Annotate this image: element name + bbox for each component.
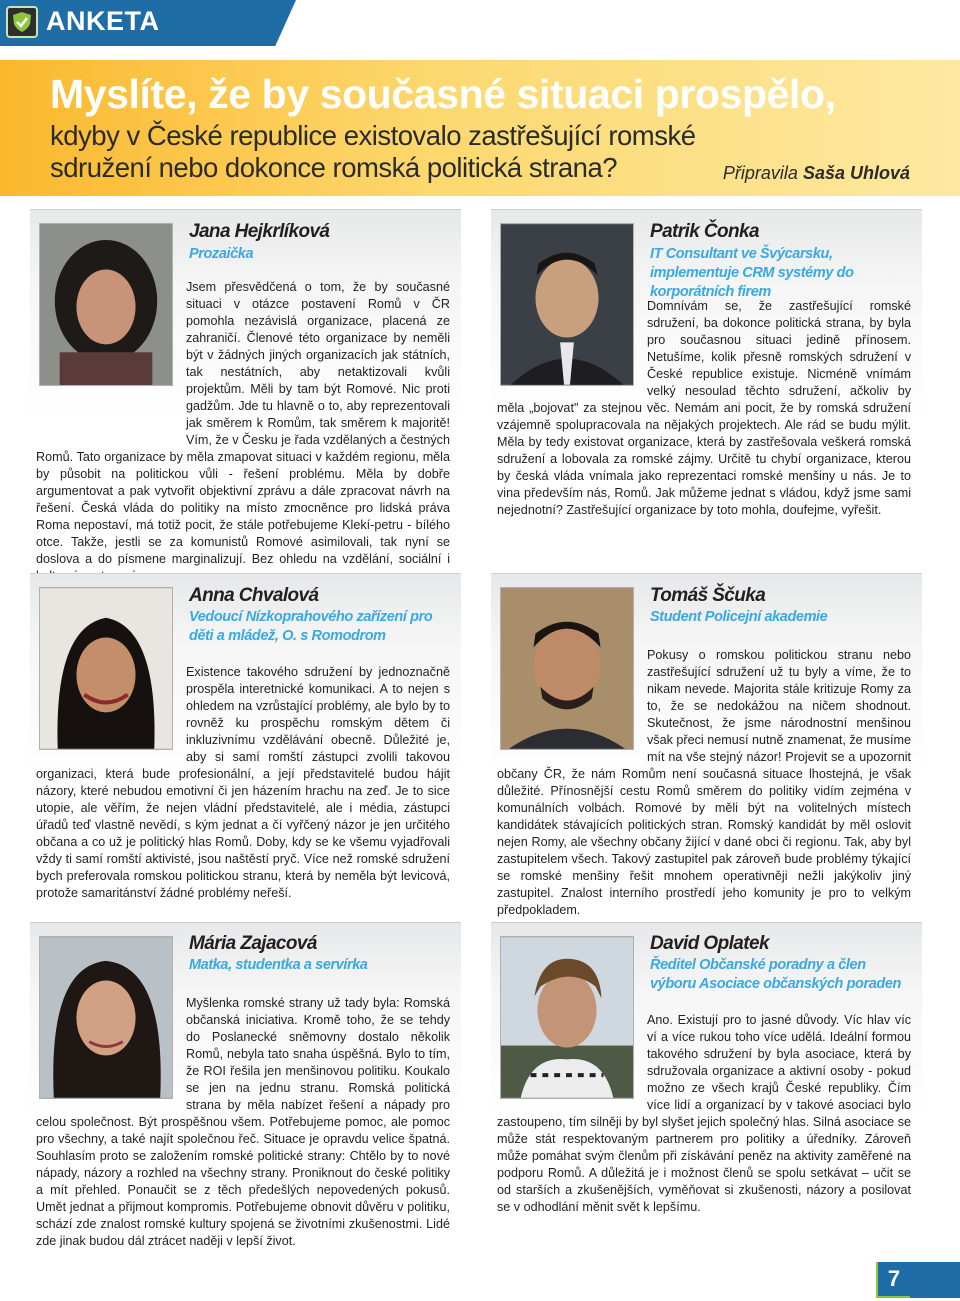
respondent-answer bbox=[36, 664, 450, 902]
headline-title: Myslíte, že by současné situaci prospělo, bbox=[50, 71, 836, 117]
respondent-name: David Oplatek bbox=[650, 933, 769, 954]
respondent-name: Patrik Čonka bbox=[650, 221, 759, 242]
answer-text: Ano. Existují pro to jasné důvody. Víc hlav víc ví a více rukou toho více udělá. Ideální formou takového sdružení by byla asociace, která by sdružovala organizace a aktivní osoby - pokud možno ze všech krajů České republiky. Čím více lidí a organizací by v takové asociaci bylo zastoupeno, tím silněji by byl slyšet jejich společný hlas. Silná asociace se může stát respektovaným partnerem pro politiky a úředníky. Zároveň může pomáhat svým členům při získávání peněz na aktivity zaměřené na podporu Romů. A důležitá je i možnost členů se spolu setkávat – učit se od starších a zkušenějších, vyměňovat si zkušenosti, názory a posilovat se v odhodlání měnit svět k lepšímu. bbox=[497, 1013, 911, 1214]
answer-text: Domnívám se, že zastřešující romské sdružení, ba dokonce politická strana, by byla pro současnou situaci jedině přínosem. Netušíme, kolik přesně romských sdružení v České republice existuje. Nicméně vnímám velký nesoulad těchto sdružení, ačkoliv by měla „bojovat" za stejnou věc. Nemám ani pocit, že by romská sdružení vzájemně spolupracovala na nějakých projektech. Ale rád se budu mýlit. Měla by tedy existovat organizace, která by zastřešovala veškerá romská sdružení a lobovala za romské zájmy. Určitě tu chybí organizace, kterou by česká vláda vnímala jako reprezentaci romské menšiny u nás. Je to vina především nás, Romů. Jak můžeme jednat s vládou, když jsme sami nejednotní? Zastřešující organizace by toto mohla, doufejme, vyřešit. bbox=[497, 299, 911, 517]
respondent-answer bbox=[36, 279, 450, 585]
headline-subtitle: kdyby v České republice existovalo zastřešující romské sdružení nebo dokonce romská politická strana? bbox=[50, 120, 696, 183]
credit-prefix: Připravila bbox=[722, 163, 798, 183]
respondent-answer bbox=[497, 1012, 911, 1216]
respondent-role: Matka, studentka a servírka bbox=[189, 957, 368, 973]
respondent-role: IT Consultant ve Švýcarsku, implementuje CRM systémy do korporátních firem bbox=[650, 246, 854, 300]
shield-check-icon bbox=[6, 6, 38, 38]
page-number: 7 bbox=[876, 1262, 910, 1298]
credit-name: Saša Uhlová bbox=[802, 163, 910, 183]
respondent-answer bbox=[497, 298, 911, 519]
respondent-role: Student Policejní akademie bbox=[650, 609, 828, 625]
respondent-name: Anna Chvalová bbox=[189, 585, 319, 606]
respondent-role: Vedoucí Nízkoprahového zařízení pro děti a mládež, O. s Romodrom bbox=[189, 609, 433, 644]
respondent-name: Tomáš Ščuka bbox=[650, 585, 766, 606]
section-label: ANKETA bbox=[46, 6, 160, 36]
author-credit bbox=[723, 163, 910, 184]
answer-text: Existence takového sdružení by jednoznačně prospěla interetnické komunikaci. A to nejen s ohledem na vzrůstající problémy, ale bylo by to rovněž ku prospěchu romským dětem či inkluzivnímu vzdělávání obecně. Důležité je, aby si samí romští zástupci zvolili takovou organizaci, která bude profesionální, a její představitelé budou hájit názory, které nebudou emotivní či jen házením hrachu na zeď. Je to sice utopie, ale věřím, že nejen vládní představitelé, ale i média, zástupci úřadů teď vlastně nevědí, s kým jednat a čí vyřčený názor je jen určitého občana a co už je politický hlas Romů. Doby, kdy se ke všemu vyjadřovali vždy ti samí romští aktivisté, jsou naštěstí pryč. Více než romské sdružení bych preferovala romskou politickou stranu, která by neměla být levicová, protože samaritánství žádné problémy neřeší. bbox=[36, 665, 450, 900]
respondent-name: Mária Zajacová bbox=[189, 933, 317, 954]
respondent-role: Ředitel Občanské poradny a člen výboru Asociace občanských poraden bbox=[650, 957, 901, 992]
respondent-answer bbox=[497, 647, 911, 919]
answer-text: Myšlenka romské strany už tady byla: Romská občanská iniciativa. Kromě toho, že se tehdy do Poslanecké sněmovny dostalo několik Romů, nebyla tato snaha úspěšná. Bylo to tím, že ROI řešila jen menšinovou politiku. Koukalo se jen na jednu stranu. Romská politická strana by měla nabízet řešení a nápady pro celou společnost. Být prospěšnou všem. Potřebujeme pomoc, ale pomoc pro všechny, a také najít společnou řeč. Situace je opravdu velice špatná. Souhlasím proto se založením romské politické strany: Chtělo by to nové nápady, názory a rozhled na všechny strany. Proniknout do české politiky a mít přehled. Ponaučit se z těch předešlých nepovedených pokusů. Umět jednat a přijmout kompromis. Potřebujeme obnovit důvěru v politiku, schází zde znalost romské kultury spojená se životními zkušenostmi. Lidé zde jinak budou dál ztrácet naději v lepší život. bbox=[36, 996, 450, 1248]
answer-text: Pokusy o romskou politickou stranu nebo zastřešující sdružení už tu byly a víme, že to nikam nevede. Majorita stále kritizuje Romy za to, že se nedokážou na ničem shodnout. Skutečnost, že jsme národnostní menšinou však přeci nemusí nutně znamenat, že musíme mít na vše stejný názor! Projevit se a upozornit občany ČR, že nám Romům není současná situace lhostejná, je však důležité. Přínosnější cestu Romů směrem do politiky vidím zejména v komunálních volbách. Romové by měli být na volitelných místech kandidátek stávajících politických stran. Romský kandidát by měl oslovit nejen Romy, ale všechny občany žijící v dané obci či regionu. Tak, aby byl zastupitelem všech. Takový zastupitel pak zároveň bude problémy týkající se romské menšiny řešit mnohem operativněji nežli jakýkoliv jiný zastupitel. Znalost interního prostředí jeho komunity je pro to velkým předpokladem. bbox=[497, 648, 911, 917]
respondent-role: Prozaička bbox=[189, 246, 254, 262]
answer-text: Jsem přesvědčená o tom, že by současné situaci v otázce postavení Romů v ČR pomohla nezávislá organizace, placená ze zahraničí. Členové této organizace by neměli být v žádných jiných organizacích jak státních, tak nestátních, aby netaktizovali kvůli projektům. Měli by tam být Romové. Nic proti gadžům. Jde tu hlavně o to, aby reprezentovali jak směrem k Romům, tak směrem k majoritě! Vím, že v Česku je řada vzdělaných a čestných Romů. Tato organizace by měla zmapovat situaci v každém regionu, měla by působit na politickou vůli - řešení problému. Měla by dobře argumentovat a pak vytvořit objektivní zprávu a dále zpracovat návrh na řešení. Česká vláda do politiky na místo zmocněnce pro lidská práva Roma nepostaví, má totiž pocit, že stále potřebujeme Klekí-petru - bílého otce. Takže, jestli se za komunistů Romové asimilovali, tak nyní se doslova a do písmene marginalizují. Bez ohledu na vzdělání, sociální i bbox=[36, 280, 450, 566]
page-number-bar bbox=[910, 1262, 960, 1298]
respondent-name: Jana Hejkrlíková bbox=[189, 221, 330, 242]
respondent-answer bbox=[36, 995, 450, 1250]
